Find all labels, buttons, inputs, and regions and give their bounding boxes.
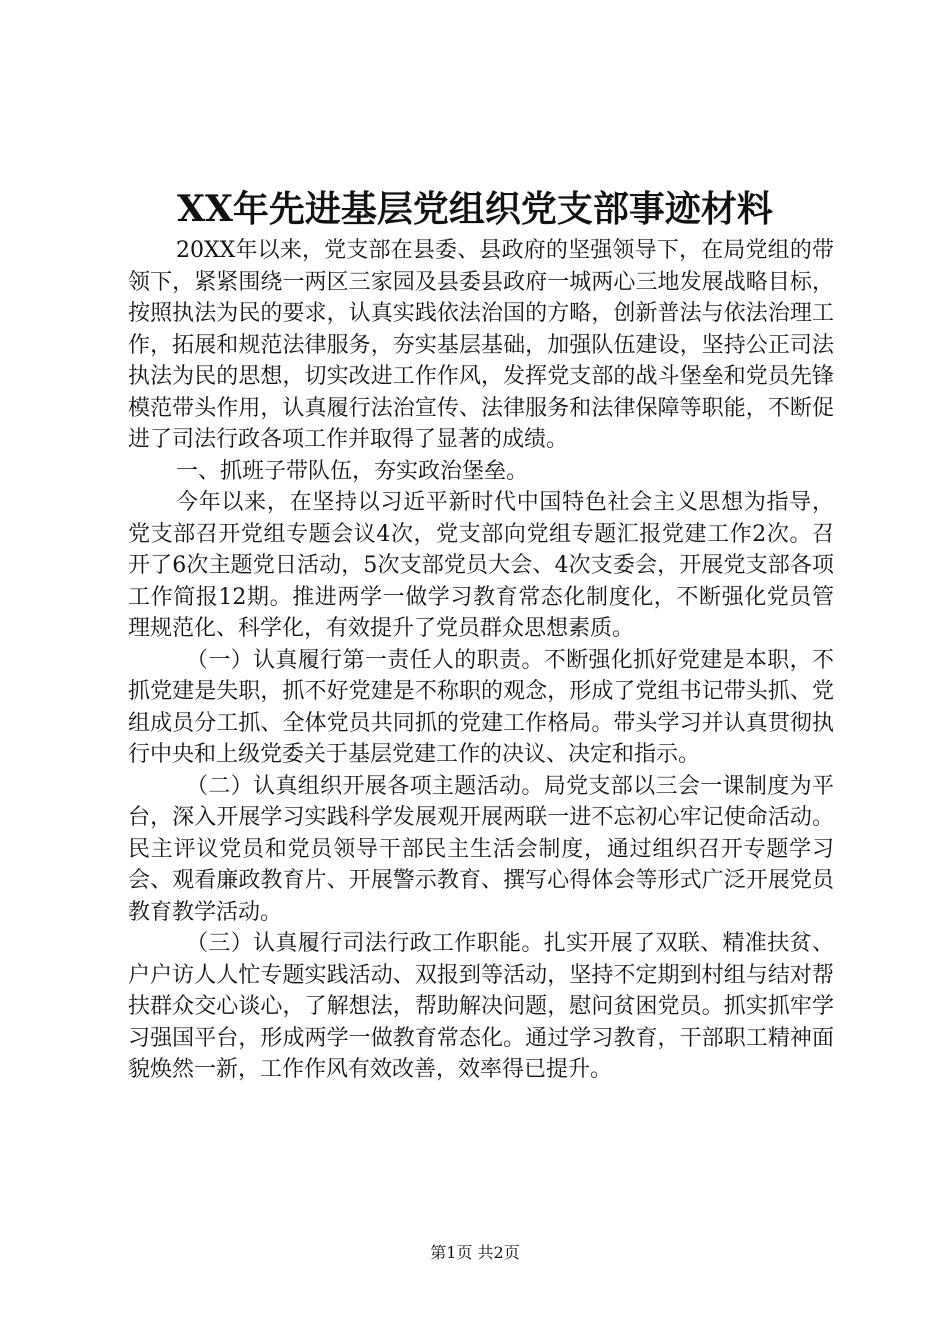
subsection-paragraph-3: （三）认真履行司法行政工作职能。扎实开展了双联、精准扶贫、户户访人人忙专题实践活动、双报到等活动，坚持不定期到村组与结对帮扶群众交心谈心，了解想法，帮助解决问题，慰问贫困党员。抓实抓牢学习强国平台，形成两学一做教育常态化。通过学习教育，干部职工精神面貌焕然一新，工作作风有效改善，效率得已提升。 bbox=[128, 931, 834, 1082]
subsection-paragraph-2: （二）认真组织开展各项主题活动。局党支部以三会一课制度为平台，深入开展学习实践科学发展观开展两联一进不忘初心牢记使命活动。民主评议党员和党员领导干部民主生活会制度，通过组织召开专题学习会、观看廉政教育片、开展警示教育、撰写心得体会等形式广泛开展党员教育教学活动。 bbox=[128, 773, 834, 925]
subsection-paragraph-1: （一）认真履行第一责任人的职责。不断强化抓好党建是本职，不抓党建是失职，抓不好党建是不称职的观念，形成了党组书记带头抓、党组成员分工抓、全体党员共同抓的党建工作格局。带头学习并认真贯彻执行中央和上级党委关于基层党建工作的决议、决定和指示。 bbox=[128, 647, 834, 767]
section-paragraph: 今年以来，在坚持以习近平新时代中国特色社会主义思想为指导，党支部召开党组专题会议4次，党支部向党组专题汇报党建工作2次。召开了6次主题党日活动，5次支部党员大会、4次支委会，开展党支部各项工作简报12期。推进两学一做学习教育常态化制度化，不断强化党员管理规范化、科学化，有效提升了党员群众思想素质。 bbox=[128, 490, 834, 641]
document-body bbox=[128, 235, 834, 1086]
section-heading: 一、抓班子带队伍，夯实政治堡垒。 bbox=[176, 458, 529, 484]
intro-paragraph: 20XX年以来，党支部在县委、县政府的坚强领导下，在局党组的带领下，紧紧围绕一两区三家园及县委县政府一城两心三地发展战略目标，按照执法为民的要求，认真实践依法治国的方略，创新普法与依法治理工作，拓展和规范法律服务，夯实基层基础，加强队伍建设，坚持公正司法执法为民的思想，切实改进工作作风，发挥党支部的战斗堡垒和党员先锋模范带头作用，认真履行法治宣传、法律服务和法律保障等职能，不断促进了司法行政各项工作并取得了显著的成绩。 bbox=[128, 238, 834, 452]
document-title: XX年先进基层党组织党支部事迹材料 bbox=[177, 188, 773, 230]
page-footer: 第1页 共2页 bbox=[430, 1243, 520, 1262]
